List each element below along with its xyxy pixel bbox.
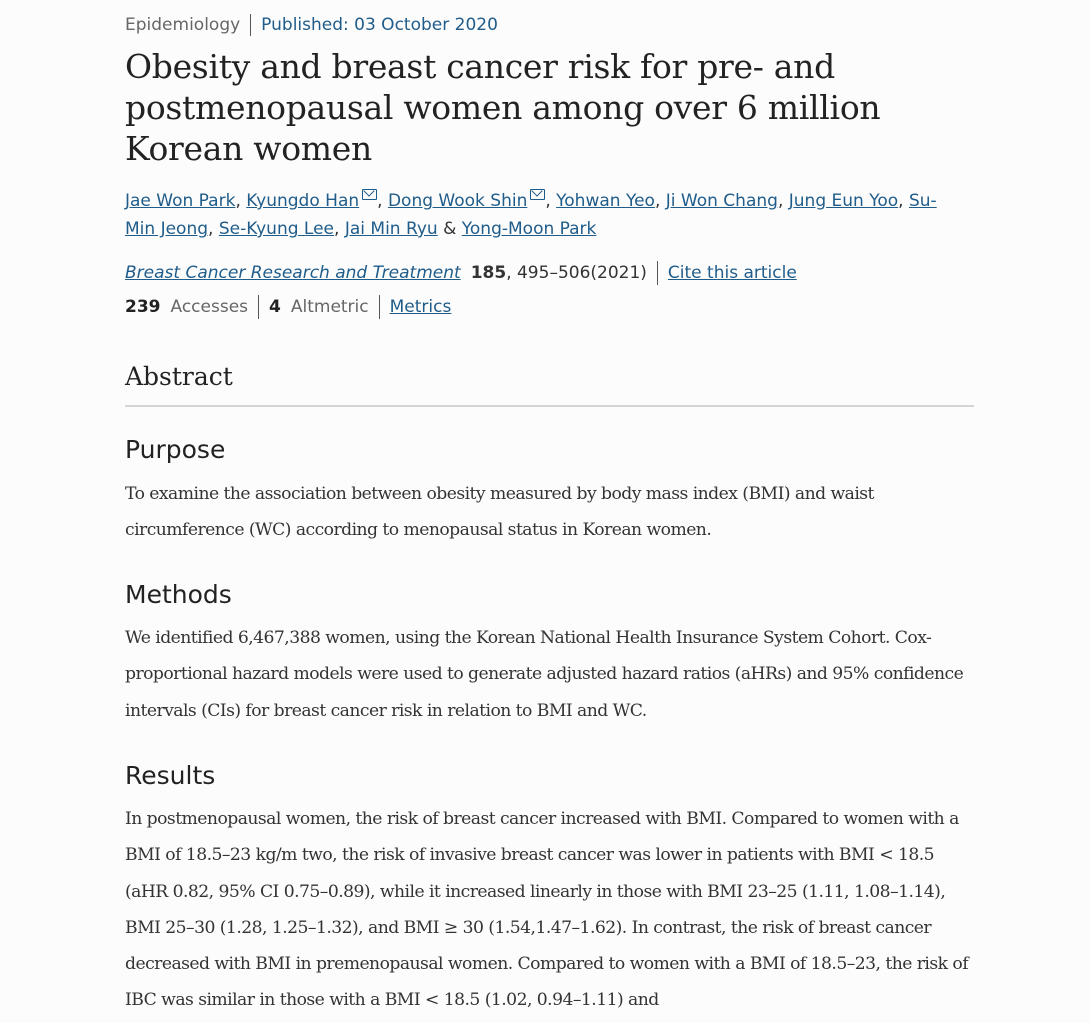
author-link[interactable]: Yohwan Yeo (556, 191, 655, 211)
abstract-heading: Abstract (125, 362, 233, 391)
purpose-heading: Purpose (125, 435, 226, 464)
email-icon[interactable] (530, 189, 545, 200)
altmetric-count: 4 (269, 297, 281, 317)
purpose-text: To examine the association between obesity measured by body mass index (BMI) and waist circumference (WC) according to menopausal status in Korean women. (125, 484, 874, 541)
author-link[interactable]: Jae Won Park (125, 191, 236, 211)
divider (258, 295, 259, 319)
results-heading: Results (125, 761, 216, 790)
metrics-line (125, 295, 451, 319)
article-category: Epidemiology (125, 15, 241, 35)
divider (379, 295, 380, 319)
author-link[interactable]: Kyungdo Han (246, 191, 360, 211)
author-link[interactable]: Yong-Moon Park (461, 219, 597, 239)
accesses-count: 239 (125, 297, 161, 317)
email-icon[interactable] (362, 189, 377, 200)
methods-heading: Methods (125, 580, 232, 609)
article-title: Obesity and breast cancer risk for pre- and postmenopausal women among over 6 million Korean women (125, 47, 881, 168)
author-link[interactable]: Ji Won Chang (665, 191, 778, 211)
divider (657, 261, 658, 285)
journal-link[interactable]: Breast Cancer Research and Treatment (125, 263, 461, 283)
author-link[interactable]: Dong Wook Shin (387, 191, 528, 211)
author-link[interactable]: Jai Min Ryu (344, 219, 438, 239)
section-divider (125, 405, 974, 407)
volume: 185 (470, 263, 507, 283)
results-text: In postmenopausal women, the risk of breast cancer increased with BMI. Compared to women with a BMI of 18.5–23 kg/m two, the risk of invasive breast cancer was lower in patients with BMI < 18.5 (aHR 0.82, 95% CI 0.75–0.89), while it increased linearly in those with BMI 23–25 (1.11, 1.08–1.14), BMI 25–30 (1.28, 1.25–1.32), and BMI ≥ 30 (1.54,1.47–1.62). In contrast, the risk of breast cancer decreased with BMI in premenopausal women. Compared to women with a BMI of 18.5–23, the risk of IBC was similar in those with a BMI < 18.5 (1.02, 0.94–1.11) and (125, 809, 969, 1011)
author-list: Jae Won Park, Kyungdo Han , Dong Wook Shin , Yohwan Yeo, Ji Won Chang, Jung Eun Yoo, Su-Min Jeong, Se-Kyung Lee, Jai Min Ryu & Yong-Moon Park (125, 191, 937, 239)
methods-text: We identified 6,467,388 women, using the Korean National Health Insurance System Cohort. Cox-proportional hazard models were used to generate adjusted hazard ratios (aHRs) and 95% confidence intervals (CIs) for breast cancer risk in relation to BMI and WC. (125, 628, 964, 721)
author-link[interactable]: Su-Min Jeong (125, 191, 937, 239)
article-meta (125, 14, 498, 36)
altmetric-label: Altmetric (290, 297, 369, 317)
cite-article-link[interactable]: Cite this article (667, 263, 797, 283)
published-date: Published: 03 October 2020 (261, 15, 498, 35)
citation-line (125, 261, 797, 285)
author-link[interactable]: Jung Eun Yoo (788, 191, 899, 211)
metrics-link[interactable]: Metrics (389, 297, 452, 317)
accesses-label: Accesses (170, 297, 249, 317)
divider (250, 14, 251, 36)
author-link[interactable]: Se-Kyung Lee (218, 219, 335, 239)
pages: , 495–506(2021) (506, 263, 647, 283)
